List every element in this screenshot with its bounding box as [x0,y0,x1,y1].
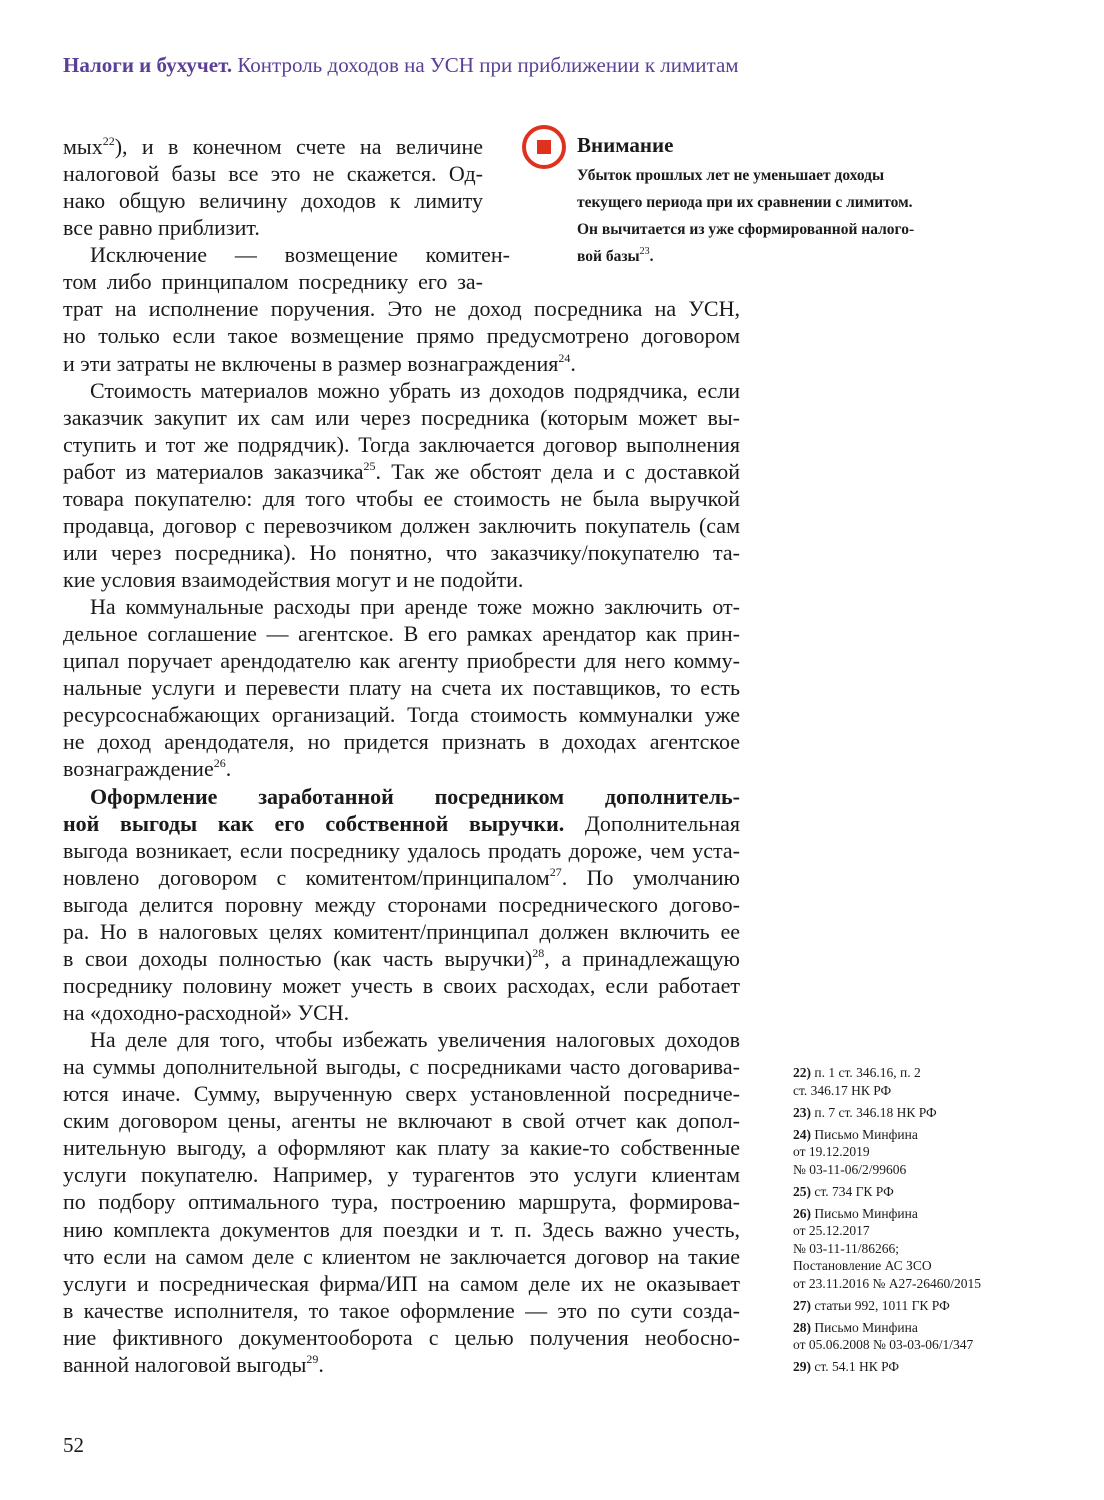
text: по подбору оптимального тура, построению маршрута, формирова- [63,1189,740,1215]
text: трат на исполнение поручения. Это не доход посредника на УСН, [63,296,740,322]
text-line [63,539,740,566]
footnote-text: от 23.11.2016 № А27-26460/2015 [793,1275,981,1291]
text-line [63,133,483,160]
callout-line: Убыток прошлых лет не уменьшает доходы [577,167,885,184]
text-line [63,512,740,539]
footnote-text: статьи 992, 1011 ГК РФ [814,1297,950,1313]
header-title: Контроль доходов на УСН при приближении к лимитам [237,53,739,77]
footnote-text: п. 1 ст. 346.16, п. 2 [814,1065,921,1080]
footnote [793,1183,1033,1201]
text-line [63,1243,740,1270]
text-line [63,1297,740,1324]
footnote-ref[interactable]: 26 [213,756,226,771]
text: ступить и тот же подрядчик). Тогда заключается договор выполнения [63,431,740,457]
text-line [63,864,740,891]
running-header [63,53,739,78]
text: Стоимость материалов можно убрать из доходов подрядчика, если [90,377,740,403]
text: ванной налоговой выгоды [63,1351,307,1377]
footnote-ref[interactable]: 25 [363,458,376,473]
text: кие условия взаимодействия могут и не подойти. [63,567,524,592]
text-line [63,810,740,837]
text-line [63,918,740,945]
text-line [63,647,740,674]
text-line [63,755,740,782]
footnote-ref[interactable]: 29 [306,1351,319,1366]
header-section: Налоги и бухучет. [63,53,233,77]
footnote-text: ст. 346.17 НК РФ [793,1082,892,1098]
text: нительную выгоду, а оформляют как плату за какие-то собственные [63,1135,740,1161]
footnote [793,1104,1033,1122]
text-line [63,1188,740,1215]
text: выгода возникает, если посреднику удалось продать дороже, чем уста- [63,837,740,863]
text: ципал поручает арендодателю как агенту приобрести для него комму- [63,648,740,674]
text: На деле для того, чтобы избежать увеличения налоговых доходов [90,1027,740,1053]
footnotes [793,1064,1033,1380]
text: дельное соглашение — агентское. В его рамках арендатор как прин- [63,621,740,647]
footnote [793,1205,1033,1293]
text: . [225,756,232,782]
callout-title: Внимание [577,133,674,157]
text: ра. Но в налоговых целях комитент/принципал должен включить ее [63,918,740,944]
footnote-ref[interactable]: 28 [532,945,545,960]
text-line [63,837,740,864]
text: и эти затраты не включены в размер вознаграждения [63,350,559,376]
text: посреднику половину может учесть в своих расходах, если работает [63,972,740,998]
text-line [63,377,740,404]
footnote-text: Постановление АС ЗСО [793,1258,932,1273]
footnote-text: Письмо Минфина [814,1319,918,1335]
text-line [63,458,740,485]
text-line [63,1080,740,1107]
footnote-text: от 19.12.2019 [793,1144,870,1159]
text: новлено договором с комитентом/принципалом [63,864,550,890]
text: в качестве исполнителя, то такое оформление — это по сути созда- [63,1297,740,1323]
text: . [318,1351,324,1377]
text-line [63,1026,740,1053]
text-line [63,241,510,268]
text-line [63,783,740,810]
text: Дополнительная [564,810,740,836]
footnote-number: 26) [793,1205,815,1221]
text: ским договором цены, агенты не включают в свой отчет как допол- [63,1108,740,1134]
text: в свои доходы полностью (как часть выручки) [63,945,533,971]
text: мых [63,134,103,159]
text: заказчик закупит их сам или через посредника (которым может вы- [63,404,740,430]
text: Исключение — возмещение комитен- [90,242,510,268]
footnote-number: 24) [793,1126,815,1142]
text: налоговой базы все это не скажется. Од- [63,161,483,187]
text-line [63,1216,740,1243]
text: ), и в конечном счете на величине [114,134,483,159]
text: услуги покупателю. Например, у турагентов это услуги клиентам [63,1162,740,1188]
text-line [63,728,740,755]
text-line [63,431,740,458]
footnote-text: ст. 54.1 НК РФ [814,1359,900,1374]
text: на «доходно-расходной» УСН. [63,1000,350,1025]
page-number: 52 [63,1433,84,1457]
footnote-number: 29) [793,1359,815,1374]
text-line [63,214,483,241]
text: , а принадлежащую [544,945,740,971]
paragraph [63,377,740,594]
text-line [63,972,740,999]
text-line [63,891,740,918]
text-line [63,187,483,214]
footnote-number: 22) [793,1065,815,1080]
footnote-text: от 25.12.2017 [793,1223,870,1238]
paragraph [63,593,740,782]
text-line [63,1270,740,1297]
text: нальные услуги и перевести плату на счета их поставщиков, то есть [63,675,740,701]
text-line [63,674,740,701]
text: нию комплекта документов для поездки и т. п. Здесь важно учесть, [63,1216,740,1242]
text: нако общую величину доходов к лимиту [63,188,483,214]
footnote-text: Письмо Минфина [814,1126,918,1142]
text-line [63,593,740,620]
text-line [63,1351,740,1378]
footnote-text: от 05.06.2008 № 03-03-06/1/347 [793,1337,974,1352]
text: выгода делится поровну между сторонами посреднического догово- [63,891,740,917]
footnote [793,1126,1033,1179]
footnote-ref[interactable]: 22 [102,134,115,148]
text: работ из материалов заказчика [63,458,364,484]
footnote-text: ст. 734 ГК РФ [814,1183,894,1199]
text: или через посредника). Но понятно, что заказчику/покупателю та- [63,539,740,565]
footnote-text: № 03-11-06/2/99606 [793,1161,907,1177]
paragraph [63,783,740,1027]
text: услуги и посредническая фирма/ИП на самом деле их не оказывает [63,1270,740,1296]
text-line [63,1107,740,1134]
text-line [63,160,483,187]
text-line [63,1324,740,1351]
text: продавца, договор с перевозчиком должен заключить покупатель (сам [63,512,740,538]
text: На коммунальные расходы при аренде тоже можно заключить от- [90,594,740,620]
text-line [63,701,740,728]
footnote [793,1297,1033,1315]
footnote-number: 25) [793,1183,815,1199]
text: на суммы дополнительной выгоды, с посредниками часто договарива- [63,1054,740,1080]
text: все равно приблизит. [63,215,260,241]
text-line [63,485,740,512]
footnote-text: Письмо Минфина [814,1205,918,1221]
text-line [63,268,483,295]
footnote-number: 23) [793,1104,815,1120]
text: вознаграждение [63,756,214,782]
text-line [63,295,740,322]
text: товара покупателю: для того чтобы ее стоимость не была выручкой [63,485,740,511]
text-line [63,1134,740,1161]
text: том либо принципалом посреднику его за- [63,269,483,295]
text-line [63,999,740,1026]
footnote-text: № 03-11-11/86266; [793,1240,899,1256]
text-line [63,404,740,431]
text: . По умолчанию [561,864,740,890]
footnote-text: п. 7 ст. 346.18 НК РФ [814,1104,937,1120]
text: ются иначе. Сумму, вырученную сверх установленной посредниче- [63,1081,740,1107]
callout-line: вой базы$^{23}$. [577,246,654,265]
footnote-ref[interactable]: 27 [549,864,562,879]
footnote [793,1358,1033,1376]
footnote-number: 28) [793,1319,815,1335]
footnote [793,1319,1033,1354]
text-line [63,945,740,972]
footnote [793,1064,1033,1099]
bold-lead: Оформление заработанной посредником дополнитель- [90,783,740,809]
text: не доход арендодателя, но придется признать в доходах агентское [63,729,740,755]
text: ние фиктивного документооборота с целью получения необосно- [63,1324,740,1350]
text-line [63,1161,740,1188]
bold-lead: ной выгоды как его собственной выручки. [63,810,565,836]
callout-text [577,162,1017,270]
text-line [63,322,740,349]
text: что если на самом деле с клиентом не заключается договор на такие [63,1243,740,1269]
text-line [63,1053,740,1080]
text-line [63,566,740,593]
text-line [63,620,740,647]
footnote-number: 27) [793,1297,815,1313]
text-line [63,350,740,377]
article-body [63,133,740,1378]
stop-warning-icon [522,125,566,169]
callout-line: текущего периода при их сравнении с лимитом. [577,194,913,211]
footnote-ref[interactable]: 24 [558,350,571,365]
footnote-ref[interactable]: 23 [639,246,650,257]
text: ресурсоснабжающих организаций. Тогда стоимость коммуналки уже [63,702,740,728]
text: но только если такое возмещение прямо предусмотрено договором [63,323,740,349]
paragraph [63,1026,740,1378]
text: . [570,350,576,376]
callout-line: Он вычитается из уже сформированной налого- [577,221,915,238]
text: . Так же обстоят дела и с доставкой [375,458,740,484]
